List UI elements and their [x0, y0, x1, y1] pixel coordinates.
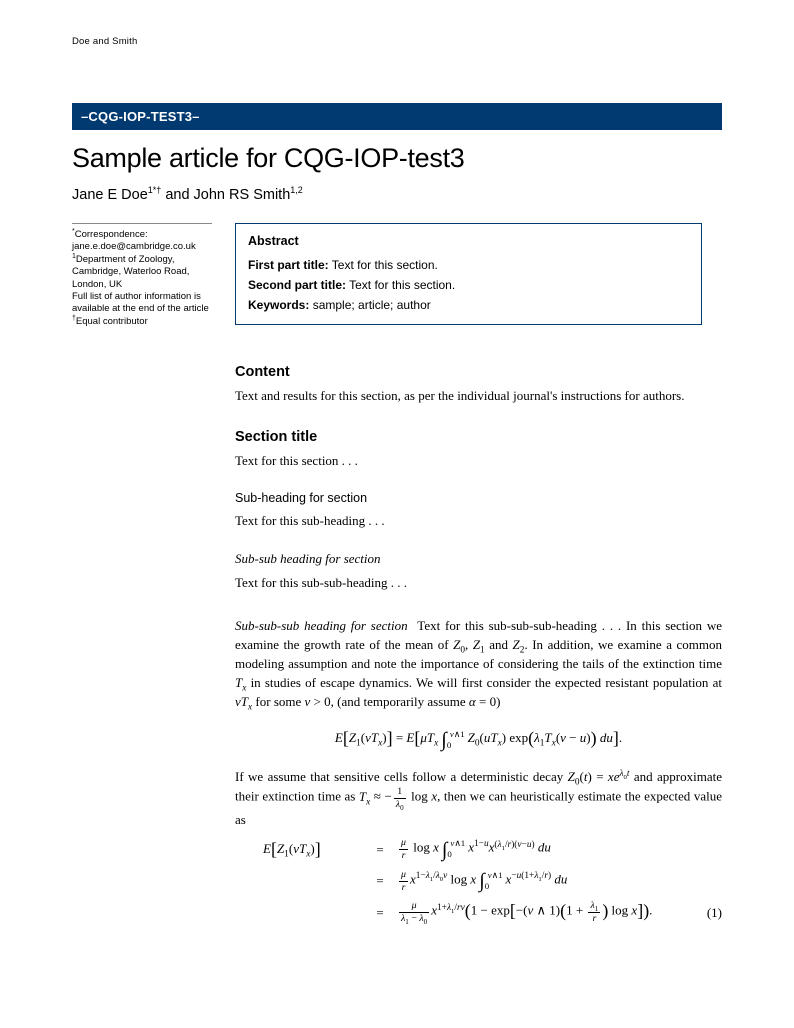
abstract-line: [248, 255, 689, 275]
author-info-note: Full list of author information is: [72, 291, 201, 303]
paragraph-subsection: Text for this sub-heading . . .: [235, 513, 385, 529]
abstract-line-label: Second part title:: [248, 278, 347, 292]
equation-relation: =: [376, 904, 384, 920]
equation-rhs: $\frac{\mu}{r}$ $x^{1-\lambda_1/\lambda_0v}$ log x ∫ v∧1 0 $x^{-u(1+\lambda_1/r)}$ du: [401, 868, 568, 893]
paragraph-section: Text for this section . . .: [235, 453, 358, 469]
running-head: Doe and Smith: [72, 36, 138, 47]
aligned-equations: [235, 837, 722, 927]
paragraph-estimate: If we assume that sensitive cells follow a deterministic decay $Z_0(t) = xe^{\lambda_0t}$ and approximate their extinction time as $T_x$ ≈ − $\frac{1}{\lambda_0}$ log x, then we can heuristically estimate the expected value as: [235, 768, 722, 828]
subsubsub-heading: Sub-sub-sub heading for section: [235, 618, 408, 634]
abstract-line-text: sample; article; author: [309, 298, 431, 312]
journal-banner: –CQG-IOP-TEST3–: [72, 103, 722, 130]
correspondence-email: jane.e.doe@cambridge.co.uk: [72, 241, 196, 253]
abstract-title: Abstract: [248, 234, 299, 248]
equation-rhs: $\frac{\mu}{\lambda_1 - \lambda_0}$ $x^{1+\lambda_1/rv}(1 - \exp[-(v$ ∧ 1)(1 + $\frac{\lambda_1}{r}$ ) log x]).: [401, 900, 653, 927]
equation-relation: =: [376, 841, 384, 857]
paragraph-subsubsection: Text for this sub-sub-heading . . .: [235, 575, 408, 591]
affiliation-line: London, UK: [72, 278, 123, 290]
equation-line-3: [235, 900, 722, 927]
paragraph-subsubsub: [235, 616, 722, 711]
equation-line-1: [235, 837, 722, 862]
section-heading-title: Section title: [235, 429, 318, 446]
abstract-line: [248, 275, 689, 295]
abstract-line-text: Text for this section.: [346, 278, 456, 292]
paragraph-subsubsub-text: Text for this sub-sub-sub-heading . . . In this section we examine the growth rate of the mean of $Z_0$, $Z_1$ and $Z_2$. In addition, we examine a common modeling assumption and note the importance of considering the tails of the extinction time $T_x$ in studies of escape dynamics. We will first consider the expected resistant population at $vT_x$ for some v > 0, (and temporarily assume α = 0): [235, 618, 723, 713]
equation-line-2: [235, 869, 722, 894]
abstract-line-label: Keywords:: [248, 298, 310, 312]
affiliation-line: Cambridge, Waterloo Road,: [72, 266, 190, 278]
affiliation-line: $^1$Department of Zoology,: [72, 252, 175, 265]
subsubsection-heading: Sub-sub heading for section: [235, 551, 381, 567]
correspondence-note: [72, 223, 212, 328]
equal-contributor-note: †Equal contributor: [72, 314, 148, 327]
equation-rhs: $\frac{\mu}{r}$ log x ∫ v∧1 0 $x^{1-u}x^{(\lambda_1/r)(v-u)}$ du: [401, 837, 551, 862]
equation-number: (1): [706, 904, 722, 920]
article-title: Sample article for CQG-IOP-test3: [72, 143, 465, 173]
display-equation: $E[Z_1(vT_x)] = E[\mu T_x$ ∫ v∧1 0 $Z_0(uT_x) \exp(\lambda_1T_x(v - u))$ du].: [334, 728, 623, 752]
equation-relation: =: [376, 873, 384, 889]
abstract-line-label: First part title:: [248, 258, 329, 272]
article-body: [235, 364, 722, 925]
correspondence-label: *Correspondence:: [72, 227, 148, 240]
abstract-box: [235, 223, 702, 325]
authors-line: Jane E Doe$^{1*\dagger}$ and John RS Smith$^{1,2}$: [72, 185, 303, 203]
abstract-line-text: Text for this section.: [328, 258, 438, 272]
header-columns: [72, 223, 722, 328]
equation-lhs: $E[Z_1(vT_x)]$: [263, 839, 321, 860]
abstract-line: [248, 295, 689, 315]
author-info-note: available at the end of the article: [72, 303, 209, 315]
subsection-heading: Sub-heading for section: [235, 491, 368, 506]
paragraph-content: Text and results for this section, as per the individual journal's instructions for authors.: [235, 388, 685, 404]
section-heading-content: Content: [235, 364, 290, 381]
